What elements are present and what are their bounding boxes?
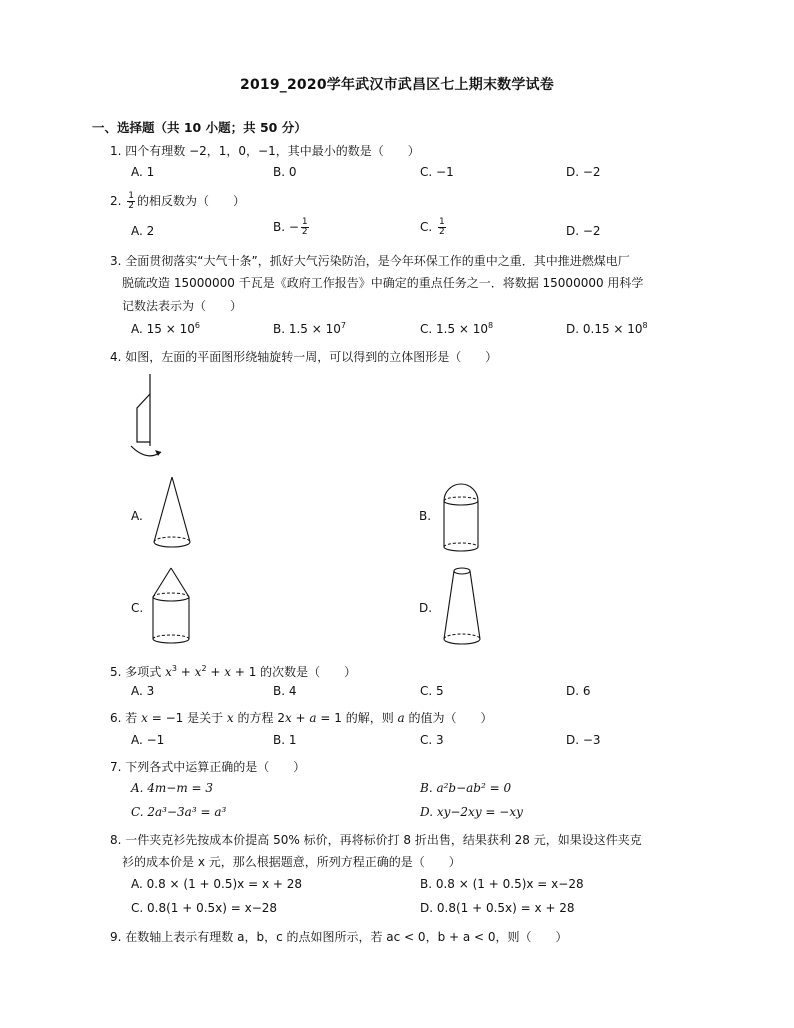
q8-option-d[interactable]: D. 0.8(1 + 0.5x) = x + 28 <box>420 901 575 915</box>
q5-option-d[interactable]: D. 6 <box>566 684 591 698</box>
q2-option-c[interactable]: C. $\frac{1}{2}$ <box>420 217 445 237</box>
question-text-line-1: 全面贯彻落实“大气十条”，抓好大气污染防治，是今年环保工作的重中之重．其中推进燃煤电厂 <box>125 254 630 268</box>
question-3-line-2: 脱硫改造 15000000 千瓦是《政府工作报告》中确定的重点任务之一．将数据 15000000 用科学 <box>122 276 644 290</box>
question-7 <box>110 756 710 778</box>
question-number: 8. <box>110 833 122 847</box>
q6-option-d[interactable]: D. −3 <box>566 733 601 747</box>
q8-option-b[interactable]: B. 0.8 × (1 + 0.5)x = x−28 <box>420 877 584 891</box>
question-number: 1. <box>110 144 122 158</box>
q1-option-a[interactable]: A. 1 <box>131 165 155 179</box>
q3-option-c[interactable]: C. $1.5 \times 10^8$ <box>420 321 494 336</box>
cone-cylinder-figure[interactable] <box>148 565 194 649</box>
question-text: 在数轴上表示有理数 a，b，c 的点如图所示，若 ac < 0，b + a < 0，则（ ） <box>125 930 568 944</box>
q2-option-d[interactable]: D. −2 <box>566 224 601 238</box>
fraction-one-half: $\frac{1}{2}$ <box>128 191 135 211</box>
question-number: 5. <box>110 665 122 679</box>
question-text-line-1: 一件夹克衫先按成本价提高 50% 标价，再将标价打 8 折出售，结果获利 28 元，如果设这件夹克 <box>125 833 642 847</box>
q1-option-d[interactable]: D. −2 <box>566 165 601 179</box>
q3-option-b[interactable]: B. $1.5 \times 10^7$ <box>273 321 346 336</box>
question-number: 6. <box>110 711 122 725</box>
question-8-line-2: 衫的成本价是 x 元，那么根据题意，所列方程正确的是（ ） <box>122 855 461 869</box>
q3-option-a[interactable]: A. $15 \times 10^6$ <box>131 321 200 336</box>
q5-option-b[interactable]: B. 4 <box>273 684 297 698</box>
question-2 <box>110 190 710 212</box>
q7-option-b[interactable]: B. a²b−ab² = 0 <box>420 781 512 795</box>
q6-option-b[interactable]: B. 1 <box>273 733 297 747</box>
q1-option-c[interactable]: C. −1 <box>420 165 454 179</box>
q2-option-a[interactable]: A. 2 <box>131 224 155 238</box>
q7-option-d[interactable]: D. xy−2xy = −xy <box>420 805 523 819</box>
q6-option-c[interactable]: C. 3 <box>420 733 444 747</box>
question-number: 4. <box>110 350 122 364</box>
question-3-line-3: 记数法表示为（ ） <box>122 299 243 313</box>
question-text: 四个有理数 −2，1，0，−1，其中最小的数是（ ） <box>125 144 420 158</box>
capped-cylinder-figure[interactable] <box>438 479 484 559</box>
question-text: 如图，左面的平面图形绕轴旋转一周，可以得到的立体图形是（ ） <box>125 350 498 364</box>
question-9 <box>110 926 710 948</box>
question-text: 下列各式中运算正确的是（ ） <box>125 760 306 774</box>
q3-option-d[interactable]: D. $0.15 \times 10^8$ <box>566 321 648 336</box>
page-title: 2019_2020学年武汉市武昌区七上期末数学试卷 <box>240 77 554 93</box>
q8-option-a[interactable]: A. 0.8 × (1 + 0.5)x = x + 28 <box>131 877 302 891</box>
q4-option-b[interactable]: B. <box>419 509 432 523</box>
question-8 <box>110 829 710 851</box>
q5-option-a[interactable]: A. 3 <box>131 684 155 698</box>
question-number: 7. <box>110 760 122 774</box>
question-5: 5. 多项式 $x^3 + x^2 + x + 1$ 的次数是（ ） <box>110 664 357 679</box>
q4-option-c[interactable]: C. <box>131 601 144 615</box>
rotation-figure <box>125 374 175 466</box>
q2-option-b[interactable]: B. − $\frac{1}{2}$ <box>273 217 308 237</box>
q4-option-d[interactable]: D. <box>419 601 433 615</box>
q5-option-c[interactable]: C. 5 <box>420 684 444 698</box>
q7-option-a[interactable]: A. 4m−m = 3 <box>131 781 214 795</box>
q7-option-c[interactable]: C. 2a³−3a³ = a³ <box>131 805 227 819</box>
question-text: 的相反数为（ ） <box>137 194 246 208</box>
q1-option-b[interactable]: B. 0 <box>273 165 297 179</box>
q6-option-a[interactable]: A. −1 <box>131 733 165 747</box>
q8-option-c[interactable]: C. 0.8(1 + 0.5x) = x−28 <box>131 901 278 915</box>
question-6: 6. 若 x = −1 是关于 x 的方程 2x + a = 1 的解，则 a 的值为（ ） <box>110 711 493 725</box>
section-heading: 一、选择题（共 10 小题；共 50 分） <box>92 120 307 135</box>
question-3 <box>110 250 710 272</box>
question-number: 3. <box>110 254 122 268</box>
q4-option-a[interactable]: A. <box>131 509 143 523</box>
question-number: 2. <box>110 194 122 208</box>
cone-figure[interactable] <box>150 474 194 554</box>
frustum-figure[interactable] <box>440 563 484 649</box>
question-1 <box>110 140 710 162</box>
question-number: 9. <box>110 930 122 944</box>
question-4 <box>110 346 710 368</box>
